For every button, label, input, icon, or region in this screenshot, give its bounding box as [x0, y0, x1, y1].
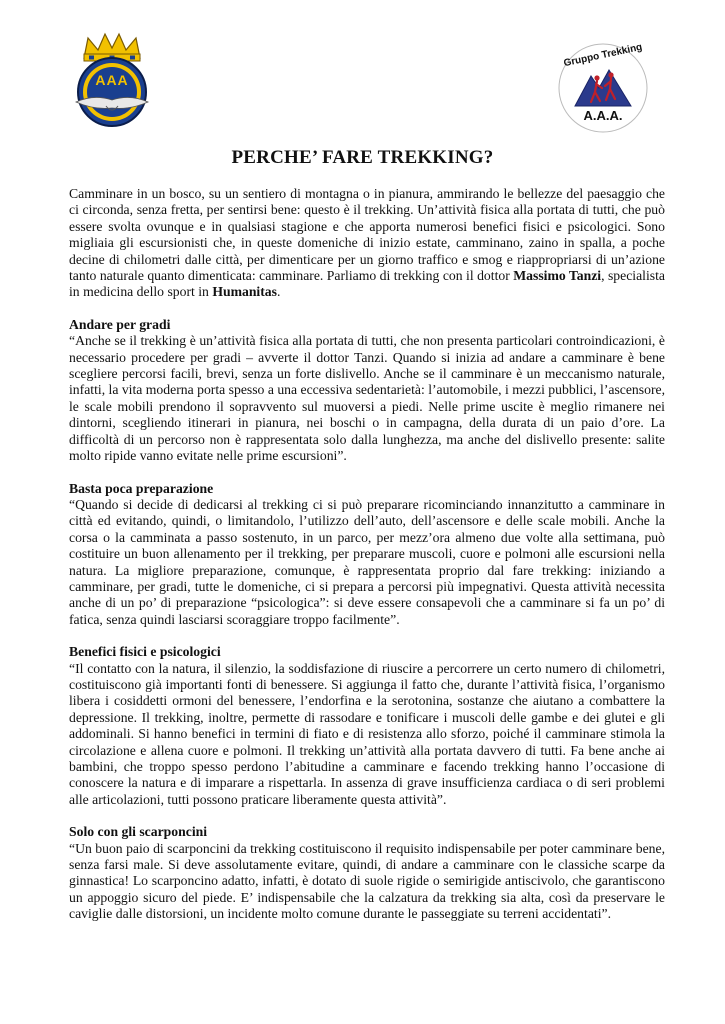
gruppo-trekking-logo — [557, 42, 649, 134]
section-text: “Quando si decide di dedicarsi al trekking ci si può preparare ricominciando innanzitutto a camminare in città ed evitando, quindi, o limitandolo, l’utilizzo dell’auto, dell’ascensore e delle scale mobili. Anche la corsa o la camminata a passo sostenuto, in un parco, per mezz’ora almeno due volte alla settimana, può costituire un buon allenamento per il trekking, per preparare muscoli, cuore e polmoni alle escursioni nella natura. La migliore preparazione, comunque, è rappresentata proprio dal fare trekking: iniziando a camminare, per gradi, tutte le domeniche, ci si prepara a percorsi più impegnativi. Questa attività necessita anche di un po’ di preparazione “psicologica”: si deve essere consapevoli che a camminare si fa un po’ di fatica, senza quindi lasciarsi scoraggiare troppo facilmente”. — [69, 496, 665, 627]
intro-text-2: , specialista in medicina dello sport in — [69, 268, 665, 300]
article-body — [69, 186, 665, 923]
gruppo-trekking-top-text: Gruppo Trekking — [562, 41, 644, 70]
section-scarponcini — [69, 824, 665, 922]
section-text: “Anche se il trekking è un’attività fisica alla portata di tutti, che non presenta particolari controindicazioni, è necessario procedere per gradi – avverte il dottor Tanzi. Quando si inizia ad andare a camminare è bene scegliere percorsi facili, brevi, senza un forte dislivello. Anche se il camminare è un meccanismo naturale, infatti, la vita moderna porta spesso a una eccessiva sedentarietà: l’automobile, i mezzi pubblici, l’ascensore, le scale mobili prendono il sopravvento sul muoversi a piedi. Nelle prime uscite è meglio rimanere nei dintorni, scegliendo itinerari in pianura, nei boschi o in campagna, della durata di un paio d’ore. La difficoltà di un percorso non è rappresentata solo dalla lunghezza, ma anche del dislivello presente: salite molto ripide vanno evitate nelle prime escursioni”. — [69, 333, 665, 464]
section-text: “Il contatto con la natura, il silenzio, la soddisfazione di riuscire a percorrere un certo numero di chilometri, costituiscono già importanti fonti di benessere. Si aggiunga il fatto che, durante l’attività fisica, l’organismo libera i cosiddetti ormoni del benessere, l’endorfina e la serotonina, sostanze che aiutano a combattere la depressione. Il trekking, inoltre, permette di rassodare e tonificare i muscoli delle gambe e dei glutei e gli addominali. Si hanno benefici in termini di fiato e di resistenza allo sforzo, poiché il camminare stimola la circolazione e allena cuore e polmoni. Il trekking un’attività alla portata davvero di tutti. Fa bene anche ai bambini, che troppo spesso perdono l’abitudine a camminare e facendo trekking hanno l’occasione di conoscere la natura e di imparare a rispettarla. In assenza di grave insufficienza cardiaca o di seri problemi alle articolazioni, tutti possono praticare liberamente questa attività”. — [69, 660, 665, 807]
section-heading: Solo con gli scarponcini — [69, 824, 208, 840]
intro-text-3: . — [276, 284, 281, 300]
section-heading: Benefici fisici e psicologici — [69, 644, 221, 660]
doctor-name: Massimo Tanzi — [513, 268, 602, 284]
section-benefici-fisici — [69, 644, 665, 808]
intro-paragraph — [69, 186, 665, 301]
section-heading: Basta poca preparazione — [69, 480, 214, 496]
section-basta-poca-preparazione — [69, 481, 665, 629]
gruppo-trekking-bottom-text: A.A.A. — [583, 108, 623, 123]
section-andare-per-gradi — [69, 317, 665, 465]
page-title: PERCHE’ FARE TREKKING? — [231, 147, 494, 168]
clinic-name: Humanitas — [212, 284, 277, 300]
section-text: “Un buon paio di scarponcini da trekking costituiscono il requisito indispensabile per poter camminare bene, senza farsi male. Si deve assolutamente evitare, quindi, di andare a camminare con le classiche scarpe da ginnastica! Lo scarponcino adatto, infatti, è dotato di suole rigide o semirigide antiscivolo, che garantiscono un appoggio sicuro del piede. E’ indispensabile che la calzatura da trekking sia alta, così da preservare le caviglie dalle distorsioni, un incidente molto comune durante le passeggiate su terreni accidentati”. — [69, 840, 665, 922]
section-heading: Andare per gradi — [69, 316, 171, 332]
aaa-logo — [62, 28, 162, 128]
intro-text-1: Camminare in un bosco, su un sentiero di montagna o in pianura, ammirando le bellezze del paesaggio che ci circonda, senza fretta, per sentirsi bene: questo è il trekking. Un’attività fisica alla portata di tutti, che può essere svolta ovunque e in qualsiasi stagione e che apporta numerosi benefici fisici e psicologici. Sono migliaia gli escursionisti che, in queste domeniche di inizio estate, camminano, zaino in spalla, a poche decine di chilometri dalle città, per dimenticare per un giorno traffico e smog e riappropriarsi di un’azione tanto naturale quanto dimenticata: camminare. Parliamo di trekking con il dottor — [69, 186, 665, 284]
aaa-logo-text: AAA — [95, 72, 129, 88]
